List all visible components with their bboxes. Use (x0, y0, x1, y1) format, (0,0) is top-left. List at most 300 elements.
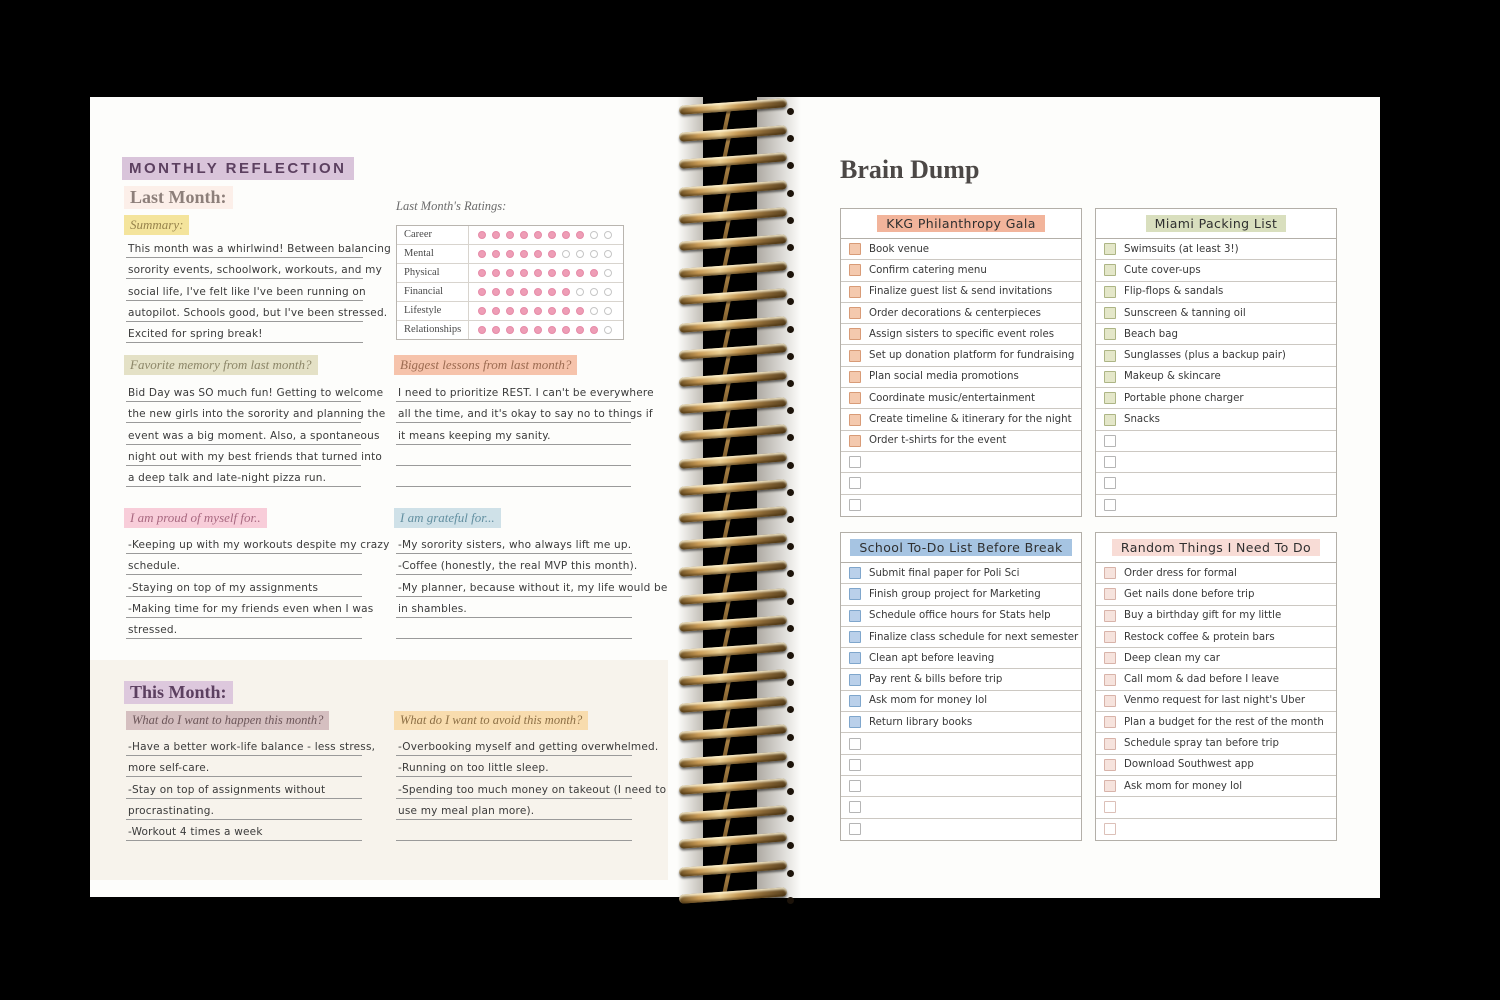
proud-lines (126, 533, 390, 639)
list-item-label: Ask mom for money lol (869, 695, 988, 707)
checkbox[interactable] (1104, 588, 1116, 600)
list-item (841, 627, 1081, 648)
list-item-label: Portable phone charger (1124, 392, 1244, 404)
rating-dot-filled (478, 269, 486, 277)
rating-dot-filled (478, 288, 486, 296)
checkbox[interactable] (1104, 414, 1116, 426)
list-item (1096, 409, 1336, 430)
list-item-label: Swimsuits (at least 3!) (1124, 243, 1239, 255)
spiral-wire-tip (787, 217, 794, 224)
checkbox[interactable] (849, 716, 861, 728)
handwritten-text: event was a big moment. Also, a spontaneous (128, 429, 380, 442)
spiral-wire-tip (787, 190, 794, 197)
handwritten-text: stressed. (128, 623, 178, 636)
rating-dot-filled (520, 307, 528, 315)
list-item-label: Call mom & dad before I leave (1124, 674, 1280, 686)
writing-line (126, 618, 362, 639)
writing-line (126, 820, 362, 841)
list-empty-row (841, 819, 1081, 840)
checkbox-unchecked[interactable] (849, 738, 861, 750)
rating-dot-filled (478, 231, 486, 239)
list-item (841, 409, 1081, 430)
rating-dot-filled (534, 231, 542, 239)
spiral-loop (676, 724, 798, 754)
happen-label: What do I want to happen this month? (126, 711, 329, 730)
spiral-loop (676, 560, 798, 590)
rating-dot-filled (576, 231, 584, 239)
rating-dot-filled (506, 269, 514, 277)
last-month-heading: Last Month: (124, 186, 233, 209)
spiral-wire-tip (787, 516, 794, 523)
rating-dot-filled (478, 326, 486, 334)
rating-dots (469, 245, 623, 263)
rating-dot-filled (548, 288, 556, 296)
checkbox[interactable] (849, 435, 861, 447)
checkbox[interactable] (1104, 286, 1116, 298)
handwritten-text: -Running on too little sleep. (398, 762, 549, 775)
list-empty-row (841, 733, 1081, 754)
spiral-loop (676, 669, 798, 699)
list-item (841, 431, 1081, 452)
rating-dot-empty (604, 326, 612, 334)
spiral-wire (679, 316, 787, 333)
spiral-wire (679, 860, 787, 877)
favorite-memory-lines (126, 381, 386, 487)
spiral-wire (679, 533, 787, 550)
writing-line (126, 597, 374, 618)
spiral-wire (679, 234, 787, 251)
spiral-wire-tip (787, 489, 794, 496)
list-item (841, 648, 1081, 669)
list-item-label: Plan social media promotions (869, 371, 1019, 383)
spiral-loop (676, 642, 798, 672)
checkbox[interactable] (849, 631, 861, 643)
list-item-label: Plan a budget for the rest of the month (1124, 716, 1324, 728)
list-item (1096, 712, 1336, 733)
rating-dot-filled (492, 250, 500, 258)
list-item-label: Assign sisters to specific event roles (869, 328, 1055, 340)
spiral-wire (679, 207, 787, 224)
rating-dot-filled (478, 250, 486, 258)
handwritten-text: procrastinating. (128, 804, 215, 817)
rating-dot-filled (492, 269, 500, 277)
spiral-wire (679, 751, 787, 768)
checkbox-unchecked[interactable] (1104, 477, 1116, 489)
spiral-wire-tip (787, 244, 794, 251)
handwritten-text: I need to prioritize REST. I can't be everywhere (398, 387, 654, 400)
spiral-wire (679, 98, 787, 115)
rating-dot-filled (534, 288, 542, 296)
spiral-wire (679, 370, 787, 387)
spiral-wire-tip (787, 652, 794, 659)
spiral-loop (676, 615, 798, 645)
checkbox[interactable] (1104, 264, 1116, 276)
checkbox[interactable] (1104, 610, 1116, 622)
checkbox[interactable] (1104, 350, 1116, 362)
list-item (841, 712, 1081, 733)
spiral-wire (679, 125, 787, 142)
list-item (841, 606, 1081, 627)
spiral-loop (676, 588, 798, 618)
list-item (1096, 606, 1336, 627)
list-item (841, 282, 1081, 303)
spiral-wire (679, 479, 787, 496)
spiral-wire (679, 805, 787, 822)
summary-lines (126, 237, 391, 343)
checkbox[interactable] (849, 350, 861, 362)
checkbox[interactable] (849, 588, 861, 600)
list-item-label: Finalize class schedule for next semester (869, 631, 1079, 643)
spiral-wire-tip (787, 570, 794, 577)
checkbox[interactable] (849, 695, 861, 707)
rating-dot-filled (590, 269, 598, 277)
brain-dump-heading: Brain Dump (840, 155, 980, 184)
spiral-wire-tip (787, 788, 794, 795)
checkbox[interactable] (849, 567, 861, 579)
checkbox[interactable] (1104, 307, 1116, 319)
rating-dot-filled (562, 231, 570, 239)
list-title: Random Things I Need To Do (1112, 539, 1320, 556)
spiral-wire-tip (787, 407, 794, 414)
list-item-label: Cute cover-ups (1124, 264, 1201, 276)
checkbox-unchecked[interactable] (849, 823, 861, 835)
spiral-wire-tip (787, 679, 794, 686)
list-item-label: Finalize guest list & send invitations (869, 286, 1053, 298)
checkbox[interactable] (1104, 243, 1116, 255)
rating-dot-filled (548, 231, 556, 239)
spiral-wire (679, 561, 787, 578)
list-item (841, 367, 1081, 388)
rating-category-label: Physical (397, 264, 469, 282)
list-empty-row (841, 473, 1081, 494)
rating-dot-empty (590, 307, 598, 315)
handwritten-text: -Stay on top of assignments without (128, 783, 326, 796)
rating-dot-empty (604, 307, 612, 315)
handwritten-text: more self-care. (128, 762, 210, 775)
writing-line (126, 777, 362, 798)
rating-dot-filled (520, 288, 528, 296)
spiral-wire-tip (787, 842, 794, 849)
handwritten-text: use my meal plan more). (398, 804, 535, 817)
spiral-loop (676, 180, 798, 210)
ratings-table (396, 225, 624, 340)
spiral-loop (676, 533, 798, 563)
list-title: Miami Packing List (1146, 215, 1287, 232)
rating-row (397, 283, 623, 302)
list-item-label: Create timeline & itinerary for the night (869, 414, 1072, 426)
list-item-label: Venmo request for last night's Uber (1124, 695, 1306, 707)
checklist-kkg-gala (840, 208, 1082, 517)
rating-dot-empty (590, 288, 598, 296)
rating-category-label: Lifestyle (397, 302, 469, 320)
writing-line (396, 575, 668, 596)
spiral-loop (676, 261, 798, 291)
writing-line (396, 445, 631, 466)
spiral-wire-tip (787, 326, 794, 333)
rating-dot-filled (534, 307, 542, 315)
spiral-wire (679, 506, 787, 523)
list-item (1096, 303, 1336, 324)
spiral-wire-tip (787, 706, 794, 713)
spiral-wire-tip (787, 543, 794, 550)
rating-category-label: Relationships (397, 321, 469, 339)
spiral-wire-tip (787, 434, 794, 441)
left-page (90, 97, 703, 897)
biggest-lessons-lines (396, 381, 654, 487)
spiral-wire (679, 588, 787, 605)
checkbox-unchecked[interactable] (849, 499, 861, 511)
spiral-wire (679, 833, 787, 850)
handwritten-text: night out with my best friends that turned into (128, 450, 383, 463)
list-item (1096, 733, 1336, 754)
list-empty-row (1096, 819, 1336, 840)
checkbox[interactable] (1104, 392, 1116, 404)
list-item (1096, 776, 1336, 797)
checkbox[interactable] (849, 307, 861, 319)
list-empty-row (841, 776, 1081, 797)
checkbox-unchecked[interactable] (1104, 435, 1116, 447)
checkbox[interactable] (1104, 674, 1116, 686)
list-item-label: Schedule office hours for Stats help (869, 610, 1051, 622)
writing-line (126, 381, 384, 402)
handwritten-text: it means keeping my sanity. (398, 429, 551, 442)
handwritten-text: sorority events, schoolwork, workouts, and my (128, 264, 383, 277)
writing-line (396, 618, 632, 639)
list-item-label: Book venue (869, 243, 930, 255)
spiral-wire (679, 887, 787, 904)
checkbox[interactable] (849, 610, 861, 622)
list-item (1096, 755, 1336, 776)
checkbox[interactable] (849, 371, 861, 383)
rating-dot-filled (548, 250, 556, 258)
list-item-label: Submit final paper for Poli Sci (869, 567, 1020, 579)
checkbox-unchecked[interactable] (849, 477, 861, 489)
spiral-wire-tip (787, 625, 794, 632)
rating-dot-empty (604, 288, 612, 296)
list-item-label: Get nails done before trip (1124, 588, 1255, 600)
rating-dots (469, 283, 623, 301)
list-item-label: Buy a birthday gift for my little (1124, 610, 1282, 622)
checklist-school-todo (840, 532, 1082, 841)
rating-dot-filled (562, 269, 570, 277)
spiral-loop (676, 778, 798, 808)
handwritten-text: -My planner, because without it, my life would be (398, 581, 668, 594)
list-item (841, 563, 1081, 584)
rating-category-label: Financial (397, 283, 469, 301)
writing-line (126, 402, 386, 423)
rating-row (397, 321, 623, 339)
rating-dot-filled (478, 307, 486, 315)
list-item-label: Download Southwest app (1124, 759, 1254, 771)
checkbox[interactable] (1104, 716, 1116, 728)
checkbox[interactable] (849, 392, 861, 404)
spiral-wire (679, 778, 787, 795)
list-item-label: Order dress for formal (1124, 567, 1237, 579)
spiral-wire-tip (787, 380, 794, 387)
spiral-loop (676, 506, 798, 536)
handwritten-text: -Have a better work-life balance - less stress, (128, 741, 376, 754)
spiral-wire (679, 180, 787, 197)
list-item-label: Clean apt before leaving (869, 652, 995, 664)
checkbox-unchecked[interactable] (849, 759, 861, 771)
writing-line (126, 258, 383, 279)
rating-dot-empty (590, 231, 598, 239)
spiral-wire (679, 724, 787, 741)
writing-line (396, 756, 632, 777)
rating-dot-filled (562, 288, 570, 296)
spiral-wire-tip (787, 897, 794, 904)
checkbox[interactable] (1104, 328, 1116, 340)
spiral-wire-tip (787, 761, 794, 768)
handwritten-text: -Overbooking myself and getting overwhelmed. (398, 741, 659, 754)
rating-dot-empty (562, 250, 570, 258)
list-item-label: Order decorations & centerpieces (869, 307, 1041, 319)
checkbox[interactable] (1104, 738, 1116, 750)
spiral-wire (679, 261, 787, 278)
checkbox-unchecked[interactable] (849, 780, 861, 792)
spiral-loop (676, 125, 798, 155)
spiral-wire (679, 343, 787, 360)
biggest-lessons-label: Biggest lessons from last month? (394, 355, 577, 375)
list-item (1096, 260, 1336, 281)
spiral-loop (676, 805, 798, 835)
list-item-label: Sunglasses (plus a backup pair) (1124, 350, 1286, 362)
checkbox[interactable] (849, 264, 861, 276)
rating-category-label: Career (397, 226, 469, 244)
rating-dot-filled (562, 307, 570, 315)
writing-line (396, 735, 659, 756)
spiral-wire (679, 669, 787, 686)
rating-dot-empty (604, 269, 612, 277)
rating-dots (469, 321, 623, 339)
checkbox[interactable] (1104, 695, 1116, 707)
checkbox-unchecked[interactable] (1104, 456, 1116, 468)
writing-line (126, 735, 376, 756)
handwritten-text: -Staying on top of my assignments (128, 581, 319, 594)
grateful-lines (396, 533, 668, 639)
spiral-wire (679, 615, 787, 632)
checkbox[interactable] (849, 328, 861, 340)
writing-line (396, 799, 632, 820)
writing-line (396, 820, 632, 841)
checkbox[interactable] (1104, 371, 1116, 383)
list-empty-row (1096, 431, 1336, 452)
rating-dot-filled (492, 307, 500, 315)
list-item (1096, 691, 1336, 712)
list-title: KKG Philanthropy Gala (877, 215, 1045, 232)
rating-dot-filled (492, 231, 500, 239)
handwritten-text: -My sorority sisters, who always lift me up. (398, 539, 632, 552)
spiral-loop (676, 479, 798, 509)
spiral-loop (676, 370, 798, 400)
favorite-memory-label: Favorite memory from last month? (124, 355, 318, 375)
spiral-loop (676, 424, 798, 454)
list-item (841, 260, 1081, 281)
handwritten-text: Excited for spring break! (128, 327, 263, 340)
checkbox[interactable] (1104, 652, 1116, 664)
rating-dot-empty (576, 288, 584, 296)
checklist-random-things (1095, 532, 1337, 841)
checkbox[interactable] (1104, 759, 1116, 771)
rating-dot-filled (576, 269, 584, 277)
spiral-loop (676, 207, 798, 237)
rating-dot-empty (604, 250, 612, 258)
rating-dot-filled (506, 231, 514, 239)
checkbox-unchecked[interactable] (849, 456, 861, 468)
spiral-loop (676, 152, 798, 182)
rating-row (397, 226, 623, 245)
list-title-row (841, 209, 1081, 239)
list-item-label: Deep clean my car (1124, 652, 1220, 664)
handwritten-text: -Workout 4 times a week (128, 825, 263, 838)
rating-dots (469, 264, 623, 282)
list-item (841, 584, 1081, 605)
list-item-label: Flip-flops & sandals (1124, 286, 1224, 298)
grateful-label: I am grateful for... (394, 508, 501, 528)
summary-label: Summary: (124, 215, 189, 235)
handwritten-text: -Spending too much money on takeout (I need to (398, 783, 667, 796)
list-item (1096, 669, 1336, 690)
checkbox[interactable] (1104, 780, 1116, 792)
ratings-label: Last Month's Ratings: (396, 199, 507, 213)
list-title-row (1096, 209, 1336, 239)
rating-dot-filled (520, 231, 528, 239)
checkbox-unchecked[interactable] (849, 801, 861, 813)
writing-line (126, 466, 361, 487)
checkbox-unchecked[interactable] (1104, 499, 1116, 511)
checkbox-unchecked[interactable] (1104, 801, 1116, 813)
list-item-label: Set up donation platform for fundraising (869, 350, 1075, 362)
checkbox[interactable] (849, 414, 861, 426)
checkbox[interactable] (849, 286, 861, 298)
list-item-label: Makeup & skincare (1124, 371, 1221, 383)
rating-category-label: Mental (397, 245, 469, 263)
handwritten-text: This month was a whirlwind! Between balancing (128, 243, 391, 256)
rating-dot-filled (590, 326, 598, 334)
spiral-loop (676, 98, 798, 128)
spiral-wire (679, 642, 787, 659)
rating-dot-empty (576, 250, 584, 258)
handwritten-text: social life, I've felt like I've been running on (128, 285, 366, 298)
writing-line (396, 402, 653, 423)
spiral-wire-tip (787, 462, 794, 469)
spiral-loop (676, 860, 798, 890)
list-empty-row (841, 797, 1081, 818)
checkbox[interactable] (1104, 567, 1116, 579)
spiral-wire-tip (787, 162, 794, 169)
list-item-label: Coordinate music/entertainment (869, 392, 1035, 404)
list-item-label: Sunscreen & tanning oil (1124, 307, 1246, 319)
spiral-loop (676, 288, 798, 318)
checkbox[interactable] (849, 243, 861, 255)
checkbox[interactable] (1104, 631, 1116, 643)
rating-dot-filled (548, 307, 556, 315)
list-title: School To-Do List Before Break (850, 539, 1071, 556)
list-item-label: Pay rent & bills before trip (869, 674, 1003, 686)
checkbox[interactable] (849, 652, 861, 664)
checkbox[interactable] (849, 674, 861, 686)
rating-dot-filled (548, 269, 556, 277)
list-item (1096, 367, 1336, 388)
spiral-loop (676, 751, 798, 781)
writing-line (396, 533, 632, 554)
rating-dot-filled (506, 288, 514, 296)
checkbox-unchecked[interactable] (1104, 823, 1116, 835)
writing-line (126, 799, 362, 820)
rating-dot-filled (506, 307, 514, 315)
writing-line (396, 597, 632, 618)
spiral-loop (676, 832, 798, 862)
